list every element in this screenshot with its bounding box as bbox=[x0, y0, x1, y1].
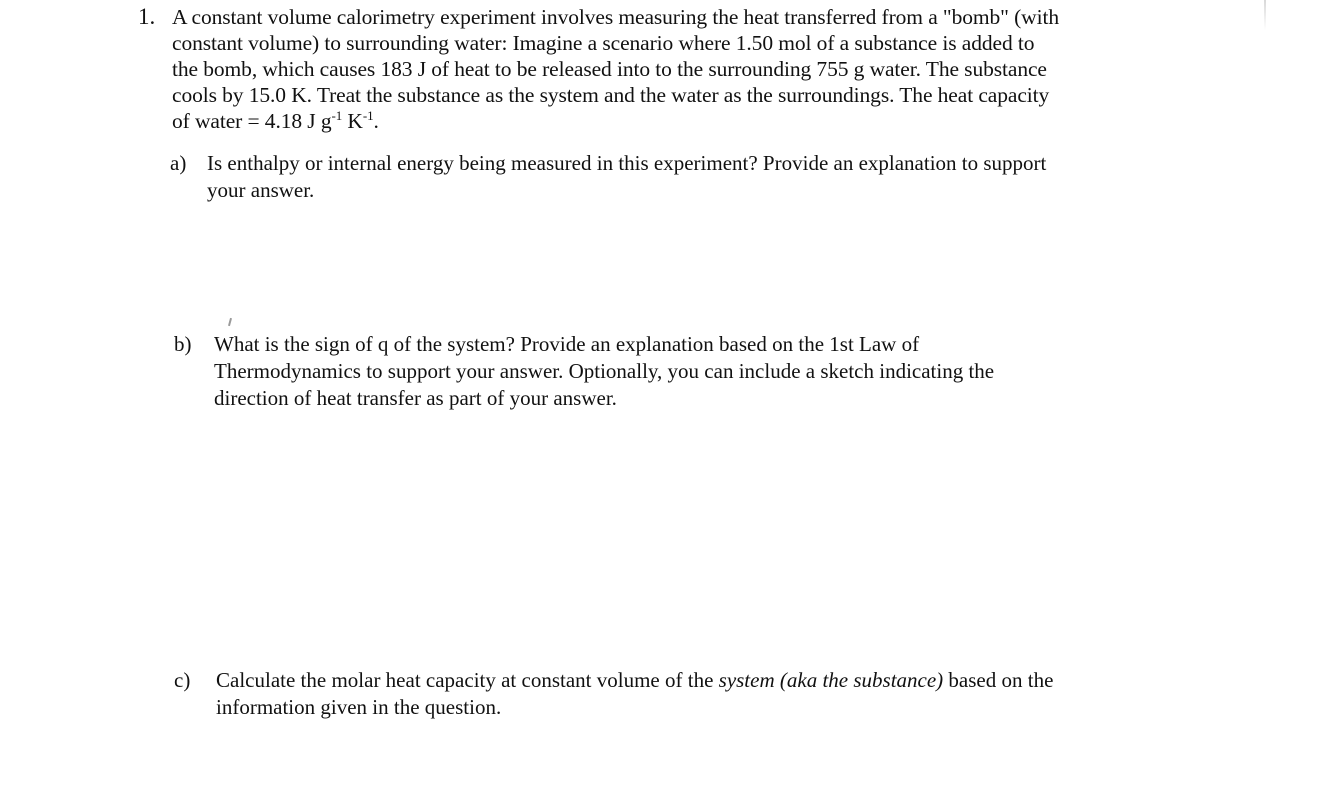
part-a-line: your answer. bbox=[207, 178, 315, 202]
part-c-text bbox=[216, 667, 1053, 721]
part-b-line: direction of heat transfer as part of your answer. bbox=[214, 386, 617, 410]
part-c-label: c) bbox=[174, 668, 191, 692]
stem-period: . bbox=[373, 109, 379, 133]
scan-speck bbox=[228, 318, 232, 326]
part-a-line: Is enthalpy or internal energy being measured in this experiment? Provide an explanation to support bbox=[207, 151, 1047, 175]
part-c-line: information given in the question. bbox=[216, 695, 502, 719]
stem-line: A constant volume calorimetry experiment involves measuring the heat transferred from a "bomb" (with bbox=[172, 5, 1059, 29]
stem-superscript-g: -1 bbox=[331, 107, 343, 123]
part-b-line: Thermodynamics to support your answer. Optionally, you can include a sketch indicating the bbox=[214, 359, 995, 383]
question-stem bbox=[172, 4, 1182, 134]
stem-line: cools by 15.0 K. Treat the substance as the system and the water as the surroundings. The heat capacity bbox=[172, 83, 1050, 107]
part-b-line: What is the sign of q of the system? Provide an explanation based on the 1st Law of bbox=[214, 332, 920, 356]
part-c-line1-italic: system (aka the substance) bbox=[718, 668, 944, 692]
stem-unit-k: K bbox=[342, 109, 363, 133]
question-number: 1. bbox=[138, 4, 156, 29]
part-b-text bbox=[214, 331, 994, 412]
stem-line: constant volume) to surrounding water: Imagine a scenario where 1.50 mol of a substance is added to bbox=[172, 31, 1035, 55]
part-c-line1-post: based on the bbox=[943, 668, 1054, 692]
stem-heat-capacity-text: of water = 4.18 J g bbox=[172, 109, 332, 133]
stem-line-last bbox=[172, 108, 1182, 134]
stem-superscript-k: -1 bbox=[362, 107, 374, 123]
part-c-line bbox=[216, 667, 1053, 694]
part-b-label: b) bbox=[174, 332, 192, 356]
part-a-label: a) bbox=[170, 151, 187, 175]
page-edge-shadow bbox=[1264, 0, 1266, 30]
stem-line: the bomb, which causes 183 J of heat to be released into to the surrounding 755 g water. The substance bbox=[172, 57, 1047, 81]
part-c-line1-pre: Calculate the molar heat capacity at constant volume of the bbox=[216, 668, 719, 692]
part-a-text bbox=[207, 150, 1046, 204]
